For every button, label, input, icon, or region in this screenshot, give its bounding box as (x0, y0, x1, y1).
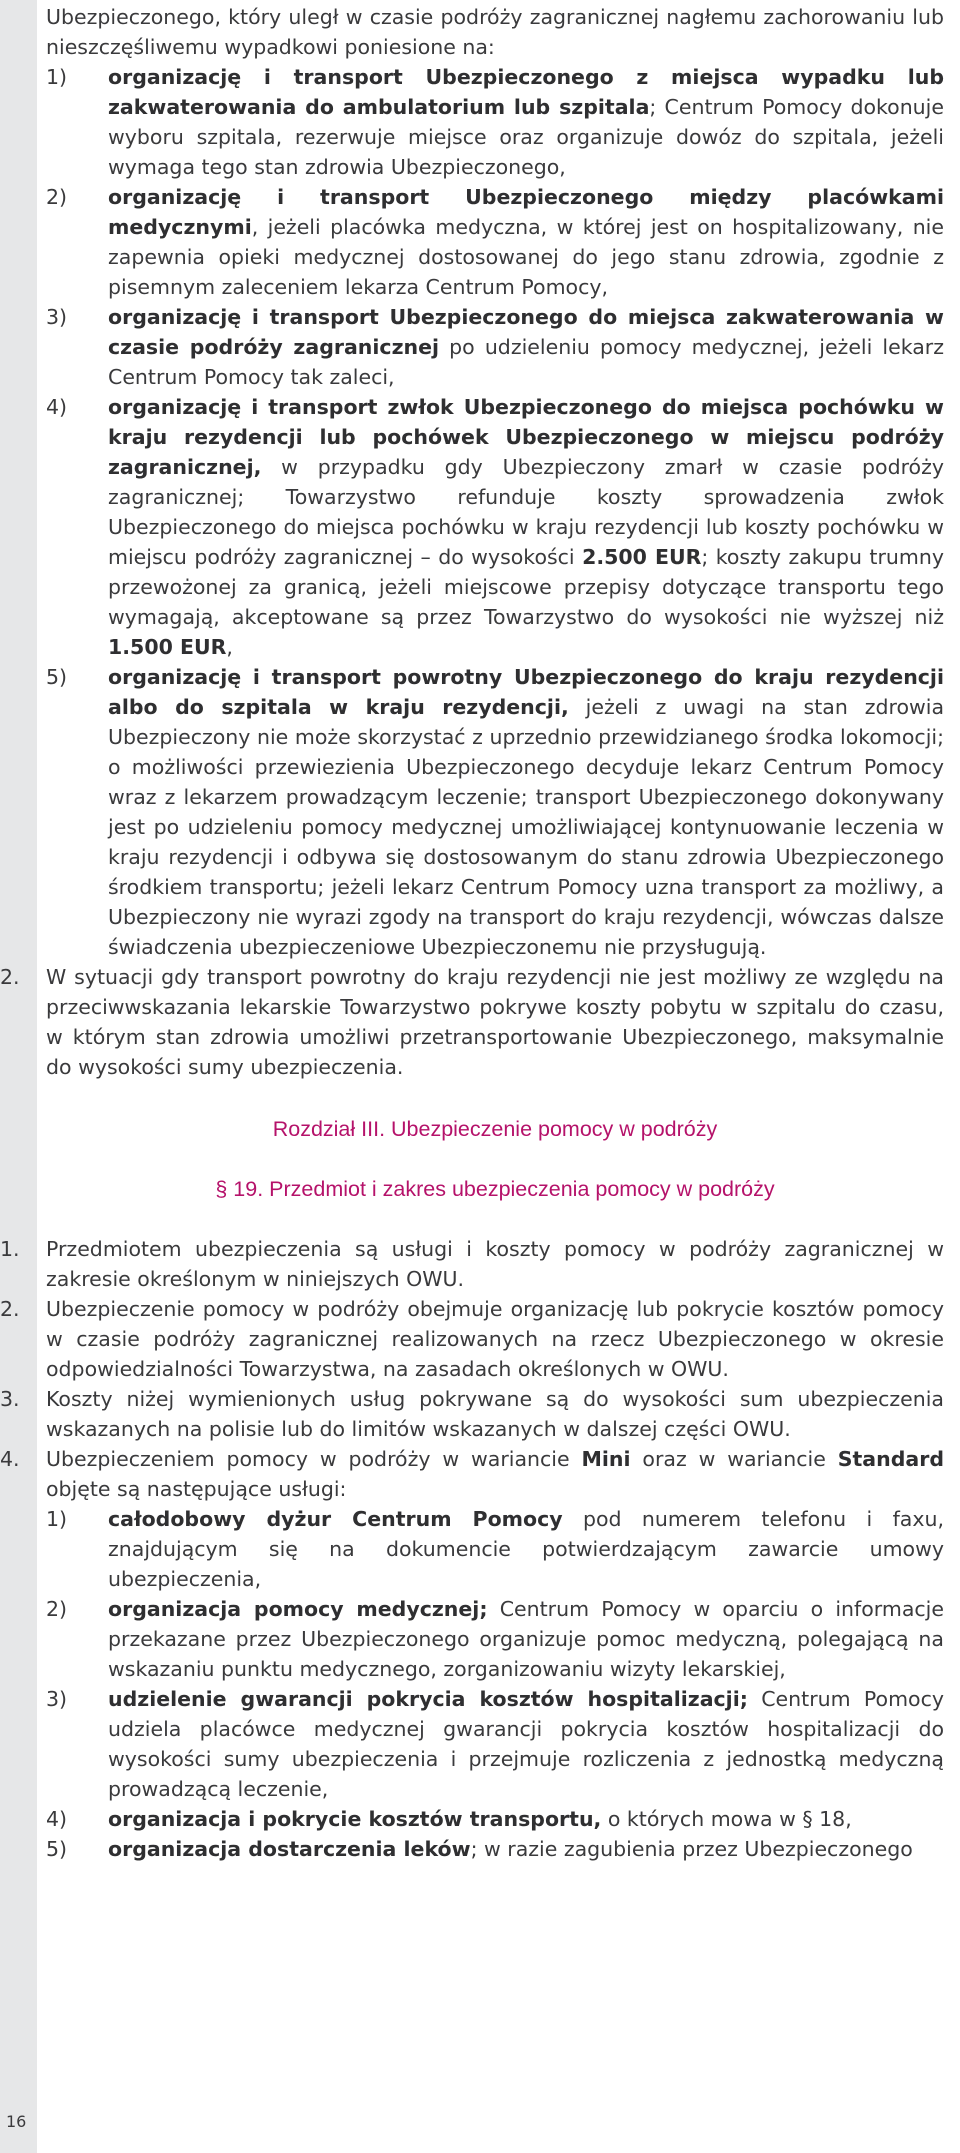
chapter-heading: Rozdział III. Ubezpieczenie pomocy w podróży (272, 1117, 718, 1141)
item-number: 4) (46, 1807, 68, 1831)
list-item (46, 1504, 944, 1594)
point-number: 4. (0, 1447, 20, 1471)
item-text: ; Centrum Pomocy dokonuje wyboru szpitala, rezerwuje miejsce oraz organizuje dowóz do szpitala, jeżeli wymaga tego stan zdrowia Ubezpieczonego, (108, 95, 944, 179)
numbered-point (0, 1234, 944, 1294)
amount-bold: 1.500 EUR (108, 635, 227, 659)
item-text: , (226, 635, 233, 659)
point-text: Ubezpieczenie pomocy w podróży obejmuje organizację lub pokrycie kosztów pomocy w czasie podróży zagranicznej realizowanych na rzecz Ubezpieczonego w okresie odpowiedzialności Towarzystwa, na zasadach określonych w OWU. (46, 1297, 944, 1381)
point-number: 2. (0, 965, 20, 989)
point-text: Przedmiotem ubezpieczenia są usługi i koszty pomocy w podróży zagranicznej w zakresie określonym w niniejszych OWU. (46, 1237, 944, 1291)
numbered-point (0, 1294, 944, 1384)
item-text: ; koszty zakupu trumny przewożonej za granicą, jeżeli miejscowe przepisy dotyczące transportu tego wymagają, akceptowane są przez Towarzystwo do wysokości nie wyższej niż (108, 545, 944, 629)
item-bold-text: całodobowy dyżur Centrum Pomocy (108, 1507, 563, 1531)
item-number: 2) (46, 185, 68, 209)
item-number: 1) (46, 65, 68, 89)
item-text: , jeżeli placówka medyczna, w której jest on hospitalizowany, nie zapewnia opieki medycznej dostosowanej do jego stanu zdrowia, zgodnie z pisemnym zaleceniem lekarza Centrum Pomocy, (108, 215, 944, 299)
point-number: 2. (0, 1297, 20, 1321)
item-bold-text: udzielenie gwarancji pokrycia kosztów hospitalizacji; (108, 1687, 748, 1711)
list-item (46, 1804, 944, 1834)
list-item (46, 392, 944, 662)
point-text: objęte są następujące usługi: (46, 1477, 347, 1501)
item-bold-text: organizację i transport Ubezpieczonego między placówkami medycznymi (108, 185, 944, 239)
item-text: Centrum Pomocy udziela placówce medycznej gwarancji pokrycia kosztów hospitalizacji do wysokości sumy ubezpieczenia i przejmuje rozliczenia z jednostką medyczną prowadzącą leczenie, (108, 1687, 944, 1801)
point-text: Koszty niżej wymienionych usług pokrywane są do wysokości sum ubezpieczenia wskazanych na polisie lub do limitów wskazanych w dalszej części OWU. (46, 1387, 944, 1441)
item-text: Centrum Pomocy w oparciu o informacje przekazane przez Ubezpieczonego organizuje pomoc medyczną, polegającą na wskazaniu punktu medycznego, zorganizowaniu wizyty lekarskiej, (108, 1597, 944, 1681)
list-item (46, 62, 944, 182)
item-bold-text: organizacja i pokrycie kosztów transportu, (108, 1807, 602, 1831)
item-number: 5) (46, 665, 68, 689)
item-text: jeżeli z uwagi na stan zdrowia Ubezpieczony nie może skorzystać z uprzednio przewidzianego środka lokomocji; o możliwości przewiezienia Ubezpieczonego decyduje lekarz Centrum Pomocy wraz z lekarzem prowadzącym leczenie; transport Ubezpieczonego dokonywany jest po udzieleniu pomocy medycznej umożliwiającej kontynuowanie leczenia w kraju rezydencji i odbywa się dostosowanym do stanu zdrowia Ubezpieczonego środkiem transportu; jeżeli lekarz Centrum Pomocy uzna transport za możliwy, a Ubezpieczony nie wyrazi zgody na transport do kraju rezydencji, wówczas dalsze świadczenia ubezpieczeniowe Ubezpieczonemu nie przysługują. (108, 695, 945, 959)
list-item (46, 1834, 944, 1864)
numbered-point (0, 1444, 944, 1504)
item-bold-text: organizację i transport zwłok Ubezpieczonego do miejsca pochówku w kraju rezydencji lub pochówek Ubezpieczonego w miejscu podróży zagranicznej, (108, 395, 944, 479)
page-number: 16 (6, 2112, 27, 2131)
numbered-point (0, 1384, 944, 1444)
list-item (46, 1684, 944, 1804)
amount-bold: 2.500 EUR (582, 545, 702, 569)
item-number: 2) (46, 1597, 68, 1621)
section-heading: § 19. Przedmiot i zakres ubezpieczenia pomocy w podróży (215, 1177, 775, 1201)
item-text: po udzieleniu pomocy medycznej, jeżeli lekarz Centrum Pomocy tak zaleci, (108, 335, 944, 389)
item-text: ; w razie zagubienia przez Ubezpieczonego (470, 1837, 913, 1861)
item-bold-text: organizację i transport Ubezpieczonego z miejsca wypadku lub zakwaterowania do ambulatorium lub szpitala (108, 65, 944, 119)
list-item (46, 182, 944, 302)
variant-standard: Standard (837, 1447, 944, 1471)
list-item (46, 1594, 944, 1684)
item-number: 3) (46, 1687, 68, 1711)
point-text: oraz w wariancie (630, 1447, 838, 1471)
numbered-point (0, 962, 944, 1082)
item-bold-text: organizacja pomocy medycznej; (108, 1597, 488, 1621)
paragraph-intro: Ubezpieczonego, który uległ w czasie podróży zagranicznej nagłemu zachorowaniu lub nieszczęśliwemu wypadkowi poniesione na: (46, 5, 944, 59)
item-text: w przypadku gdy Ubezpieczony zmarł w czasie podróży zagranicznej; Towarzystwo refunduje koszty sprowadzenia zwłok Ubezpieczonego do miejsca pochówku w kraju rezydencji lub koszty pochówku w miejscu podróży zagranicznej – do wysokości (108, 455, 944, 569)
item-bold-text: organizację i transport Ubezpieczonego do miejsca zakwaterowania w czasie podróży zagranicznej (108, 305, 944, 359)
item-text: o których mowa w § 18, (601, 1807, 852, 1831)
list-item (46, 302, 944, 392)
item-bold-text: organizacja dostarczenia leków (108, 1837, 471, 1861)
variant-mini: Mini (581, 1447, 631, 1471)
point-number: 3. (0, 1387, 20, 1411)
item-number: 3) (46, 305, 68, 329)
item-number: 4) (46, 395, 68, 419)
point-text: W sytuacji gdy transport powrotny do kraju rezydencji nie jest możliwy ze względu na przeciwwskazania lekarskie Towarzystwo pokrywe koszty pobytu w szpitalu do czasu, w którym stan zdrowia umożliwi przetransportowanie Ubezpieczonego, maksymalnie do wysokości sumy ubezpieczenia. (46, 965, 944, 1079)
item-number: 1) (46, 1507, 68, 1531)
list-item (46, 662, 944, 962)
point-number: 1. (0, 1237, 20, 1261)
item-bold-text: organizację i transport powrotny Ubezpieczonego do kraju rezydencji albo do szpitala w kraju rezydencji, (108, 665, 944, 719)
item-number: 5) (46, 1837, 68, 1861)
item-text: pod numerem telefonu i faxu, znajdującym się na dokumencie potwierdzającym zawarcie umowy ubezpieczenia, (108, 1507, 944, 1591)
point-text: Ubezpieczeniem pomocy w podróży w wariancie (46, 1447, 582, 1471)
